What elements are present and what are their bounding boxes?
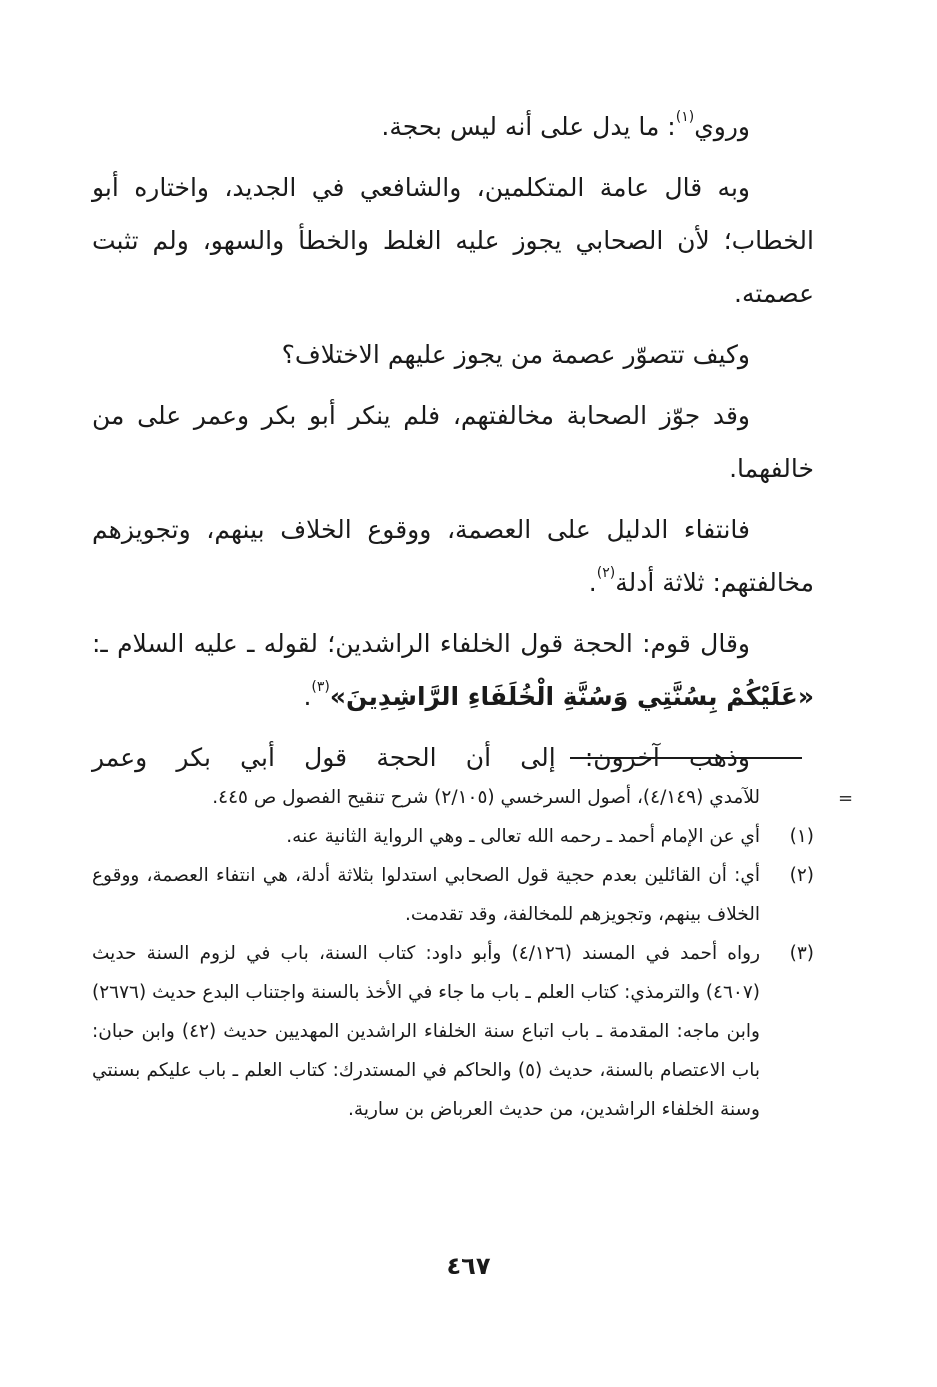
paragraph-7: وذهب آخرون: إلى أن الحجة قول أبي بكر وعمر xyxy=(92,743,750,772)
footnote-1 xyxy=(92,817,814,856)
footnote-number: (١) xyxy=(789,826,814,847)
continuation-mark: = xyxy=(838,788,854,809)
footnote-text: أي عن الإمام أحمد ـ رحمه الله تعالى ـ وهي الرواية الثانية عنه. xyxy=(286,826,760,847)
footnotes xyxy=(92,778,814,1129)
paragraph-1: وروي$^{(١)}$: ما يدل على أنه ليس بحجة. xyxy=(381,109,750,141)
hadith-quote: «عَلَيْكُمْ بِسُنَّتِي وَسُنَّةِ الْخُلَفَاءِ الرَّاشِدِينَ» xyxy=(329,682,814,711)
footnote-number: (٣) xyxy=(789,943,814,964)
footnote-ref-1: (١) xyxy=(675,109,695,125)
main-text xyxy=(92,100,814,784)
paragraph-5: فانتفاء الدليل على العصمة، ووقوع الخلاف بينهم، وتجويزهم مخالفتهم: ثلاثة أدلة$^{(٢)}$. xyxy=(92,515,814,597)
paragraph-2: وبه قال عامة المتكلمين، والشافعي في الجديد، واختاره أبو الخطاب؛ لأن الصحابي يجوز عليه الغلط والخطأ والسهو، ولم تثبت عصمته. xyxy=(92,173,814,308)
footnote-2 xyxy=(92,856,814,934)
footnote-text: رواه أحمد في المسند (٤/١٢٦) وأبو داود: كتاب السنة، باب في لزوم السنة حديث (٤٦٠٧) والترمذي: كتاب العلم ـ باب ما جاء في الأخذ بالسنة واجتناب البدع حديث (٢٦٧٦) وابن ماجه: المقدمة ـ باب اتباع سنة الخلفاء الراشدين المهديين حديث (٤٢) وابن حبان: باب الاعتصام بالسنة، حديث (٥) والحاكم في المستدرك: كتاب العلم ـ باب عليكم بسنتي وسنة الخلفاء الراشدين، من حديث العرباض بن سارية. xyxy=(92,943,760,1120)
footnote-separator xyxy=(570,757,802,759)
paragraph-3: وكيف تتصوّر عصمة من يجوز عليهم الاختلاف؟ xyxy=(281,340,750,369)
footnote-carryover: للآمدي (٤/١٤٩)، أصول السرخسي (٢/١٠٥) شرح تنقيح الفصول ص ٤٤٥. xyxy=(212,787,760,808)
paragraph-6: وقال قوم: الحجة قول الخلفاء الراشدين؛ لقوله ـ عليه السلام ـ: «عَلَيْكُمْ بِسُنَّتِي وَسُنَّةِ الْخُلَفَاءِ الرَّاشِدِينَ»$^{(٣)}$. xyxy=(92,629,814,711)
footnote-number: (٢) xyxy=(789,865,814,886)
footnote-3 xyxy=(92,934,814,1129)
footnote-ref-3: (٣) xyxy=(311,679,330,695)
footnote-ref-2: (٢) xyxy=(596,565,616,581)
footnote-text: أي: أن القائلين بعدم حجية قول الصحابي استدلوا بثلاثة أدلة، هي انتفاء العصمة، ووقوع الخلاف بينهم، وتجويزهم للمخالفة، وقد تقدمت. xyxy=(92,865,760,925)
paragraph-4: وقد جوّز الصحابة مخالفتهم، فلم ينكر أبو بكر وعمر على من خالفهما. xyxy=(92,401,814,483)
page-number: ٤٦٧ xyxy=(446,1252,491,1280)
